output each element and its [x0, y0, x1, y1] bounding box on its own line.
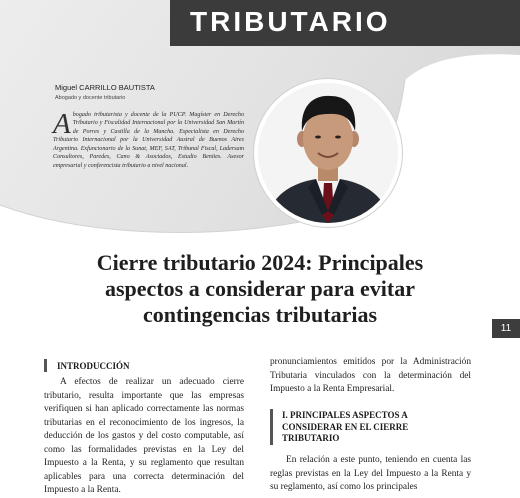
article-title: Cierre tributario 2024: Principales aspectos a considerar para evitar contingencias tributarias	[96, 250, 424, 327]
author-photo	[258, 83, 398, 223]
section1-heading-bar	[270, 409, 273, 445]
author-role: Abogado y docente tributario	[55, 95, 126, 101]
bio-dropcap: A	[53, 108, 71, 140]
author-bio	[53, 108, 244, 170]
author-portrait-image	[258, 83, 398, 223]
section-banner-title: TRIBUTARIO	[190, 6, 391, 37]
intro-heading: INTRODUCCIÓN	[57, 361, 130, 371]
intro-paragraph-text: A efectos de realizar un adecuado cierre tributario, resulta importante que las empresas verifiquen si han aplicado correctamente las normas tributarias en el reconocimiento de los ingresos, la deducción de los gastos y del costo computable, así como las formalidades previstas en la Ley del Impuesto a la Renta, y su reglamento que resultan aplicables para una correcta determinación del Impuesto a la Renta.	[44, 377, 244, 496]
right-column-paragraph-text: pronunciamientos emitidos por la Administración Tributaria vinculados con la determinación del Impuesto a la Renta Empresarial.	[270, 357, 471, 395]
author-name: Miguel CARRILLO BAUTISTA	[55, 83, 155, 92]
section1-paragraph-text: En relación a este punto, teniendo en cuenta las reglas previstas en la Ley del Impuesto a la Renta y su reglamento, así como los principales	[270, 455, 471, 493]
bio-text: bogado tributarista y docente de la PUCP. Magíster en Derecho Tributario y Fiscalidad Internacional por la Universidad San Martín de Porres y Castilla de la Mancha. Especialista en Derecho Tributario Internacional por la Universidad Austral de Buenos Aires Argentina. Exfuncionario de la Sunat, MEF, SAT, Tribunal Fiscal, Ladersam Consultores, Paredes, Cano & Asociados, Estudio Benites. Asesor empresarial y conferencista tributario a nivel nacional.	[53, 112, 244, 169]
author-photo-frame	[254, 79, 402, 227]
section1-heading: I. PRINCIPALES ASPECTOS A CONSIDERAR EN EL CIERRE TRIBUTARIO	[282, 410, 409, 443]
intro-heading-bar	[44, 359, 47, 372]
intro-paragraph	[44, 376, 244, 498]
right-column-paragraph	[270, 356, 471, 397]
section1-paragraph	[270, 454, 471, 495]
page-number: 11	[492, 319, 520, 338]
